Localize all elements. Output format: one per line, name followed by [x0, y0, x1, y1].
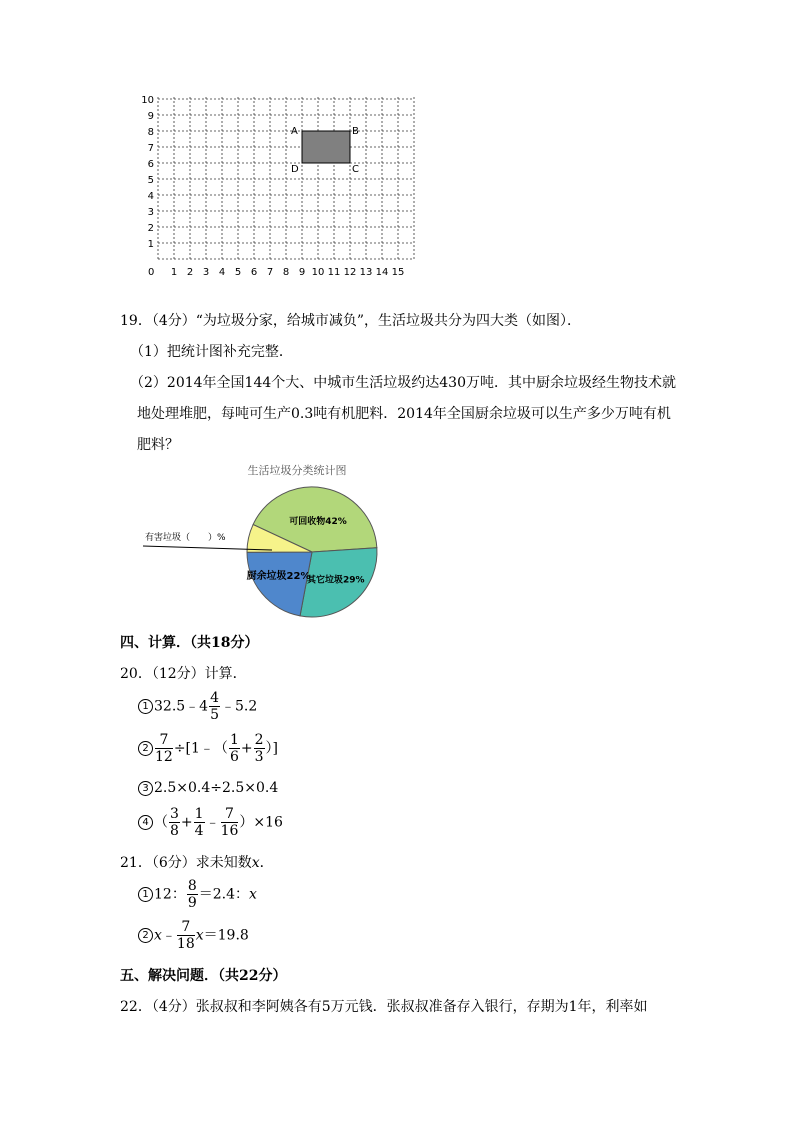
expr-part: ＝19.8 — [203, 927, 249, 944]
expr-part: ＝2.4： — [198, 886, 250, 903]
expr-part: ÷[1﹣（ — [173, 740, 228, 757]
x-tick-label: 13 — [359, 267, 373, 278]
expr-part: ﹣ — [161, 927, 176, 944]
expr-part: ﹣5.2 — [221, 698, 258, 715]
y-tick-label: 9 — [147, 111, 154, 122]
expr-part: 32.5﹣4 — [154, 698, 209, 715]
x-axis-ticks — [148, 267, 404, 278]
rectangle-abcd — [302, 131, 350, 163]
y-tick-label: 4 — [147, 191, 154, 202]
x-tick-label: 14 — [375, 267, 389, 278]
denominator: 6 — [229, 749, 239, 765]
x-tick-label: 5 — [234, 267, 242, 278]
coordinate-grid-figure — [138, 95, 418, 294]
q21-eq2 — [138, 919, 249, 952]
numerator: 2 — [254, 732, 264, 748]
item-number: 1 — [138, 699, 153, 714]
item-number: 3 — [138, 781, 153, 796]
y-tick-label: 7 — [147, 143, 154, 154]
numerator: 4 — [210, 690, 220, 706]
unknown-variable: x — [154, 927, 162, 944]
q19-part2-line2: 地处理堆肥，每吨可生产0.3吨有机肥料．2014年全国厨余垃圾可以生产多少万吨有机 — [137, 406, 671, 422]
denominator: 4 — [194, 823, 204, 839]
expr-part: ）] — [265, 740, 278, 757]
fraction — [194, 806, 205, 839]
x-tick-label: 10 — [311, 267, 325, 278]
minus-sign: ﹣ — [205, 814, 220, 831]
q20-head: 20．（12分）计算． — [120, 666, 247, 682]
x-tick-label: 2 — [186, 267, 194, 278]
x-tick-label: 12 — [343, 267, 357, 278]
y-tick-label: 2 — [147, 223, 154, 234]
x-tick-label: 4 — [218, 267, 226, 278]
y-tick-label: 3 — [147, 207, 154, 218]
fraction — [169, 806, 180, 839]
fraction — [221, 806, 239, 839]
q21-head-text: 21．（6分）求未知数 — [120, 855, 252, 871]
y-tick-label: 6 — [147, 159, 154, 170]
section4-title: 四、计算．（共18分） — [120, 635, 259, 651]
x-tick-label: 0 — [148, 267, 155, 278]
numerator: 1 — [194, 806, 204, 822]
section5-title: 五、解决问题．（共22分） — [120, 968, 287, 984]
q20-item4 — [138, 806, 283, 839]
plus-sign: + — [240, 740, 253, 757]
x-tick-label: 7 — [266, 267, 274, 278]
y-tick-label: 10 — [141, 95, 154, 106]
numerator: 1 — [229, 732, 239, 748]
point-label-d: D — [291, 164, 299, 175]
unknown-variable: x — [195, 927, 204, 944]
q19-part2-line1: （2）2014年全国144个大、中城市生活垃圾约达430万吨．其中厨余垃圾经生物技术就 — [130, 375, 676, 391]
fraction — [209, 690, 220, 723]
x-tick-label: 11 — [327, 267, 341, 278]
item-number: 2 — [138, 928, 153, 943]
item-number: 2 — [138, 741, 153, 756]
callout-label: 有害垃圾（ ）% — [145, 533, 226, 543]
fraction — [187, 878, 198, 911]
numerator: 7 — [177, 919, 195, 936]
q20-item3 — [138, 779, 278, 797]
denominator: 3 — [254, 749, 264, 765]
fraction — [254, 732, 265, 765]
denominator: 16 — [220, 823, 239, 839]
q21-head — [120, 854, 274, 872]
y-tick-label: 5 — [147, 175, 154, 186]
x-tick-label: 9 — [298, 267, 306, 278]
denominator: 9 — [187, 895, 197, 911]
item-number: 1 — [138, 887, 153, 902]
expr-part: 12： — [154, 886, 186, 903]
denominator: 5 — [210, 707, 220, 723]
plus-sign: + — [180, 814, 193, 831]
x-tick-label: 6 — [250, 267, 258, 278]
point-label-c: C — [352, 164, 359, 175]
fraction — [177, 919, 195, 952]
expr-part: ）×16 — [239, 814, 283, 831]
numerator: 7 — [221, 806, 239, 823]
grid-lines — [158, 97, 414, 259]
denominator: 8 — [170, 823, 179, 839]
period: ． — [259, 855, 274, 871]
fraction — [155, 732, 173, 765]
pie-title: 生活垃圾分类统计图 — [247, 464, 347, 477]
denominator: 18 — [176, 936, 195, 952]
q22-text: 22．（4分）张叔叔和李阿姨各有5万元钱．张叔叔准备存入银行，存期为1年，利率如 — [120, 999, 648, 1015]
point-label-b: B — [352, 126, 359, 137]
q19-part2-line3: 肥料？ — [137, 437, 179, 453]
y-tick-label: 1 — [147, 239, 154, 250]
unknown-variable: x — [249, 886, 257, 903]
q21-eq1 — [138, 878, 257, 911]
y-tick-label: 8 — [147, 127, 154, 138]
unknown-variable: x — [251, 855, 260, 871]
denominator: 12 — [155, 749, 173, 765]
q20-item1 — [138, 690, 257, 723]
slice-label-kitchen: 厨余垃圾22% — [246, 570, 311, 582]
item-number: 4 — [138, 815, 153, 830]
numerator: 8 — [187, 878, 197, 894]
pie-slice — [247, 552, 312, 616]
y-axis-ticks — [141, 95, 154, 250]
q20-item2 — [138, 732, 278, 765]
point-label-a: A — [291, 126, 298, 137]
numerator: 3 — [170, 806, 179, 822]
x-tick-label: 15 — [391, 267, 405, 278]
x-tick-label: 8 — [282, 267, 290, 278]
expr-part: 2.5×0.4÷2.5×0.4 — [154, 780, 279, 796]
q19-head: 19．（4分）“为垃圾分家，给城市减负”，生活垃圾共分为四大类（如图）． — [120, 313, 582, 329]
x-tick-label: 3 — [202, 267, 210, 278]
slice-label-recyclable: 可回收物42% — [289, 517, 347, 528]
numerator: 7 — [155, 732, 173, 749]
x-tick-label: 1 — [170, 267, 178, 278]
pie-chart — [137, 460, 387, 625]
slice-label-other: 其它垃圾29% — [306, 575, 365, 586]
fraction — [229, 732, 240, 765]
q19-part1: （1）把统计图补充完整． — [130, 344, 293, 360]
expr-part: （ — [154, 814, 168, 831]
